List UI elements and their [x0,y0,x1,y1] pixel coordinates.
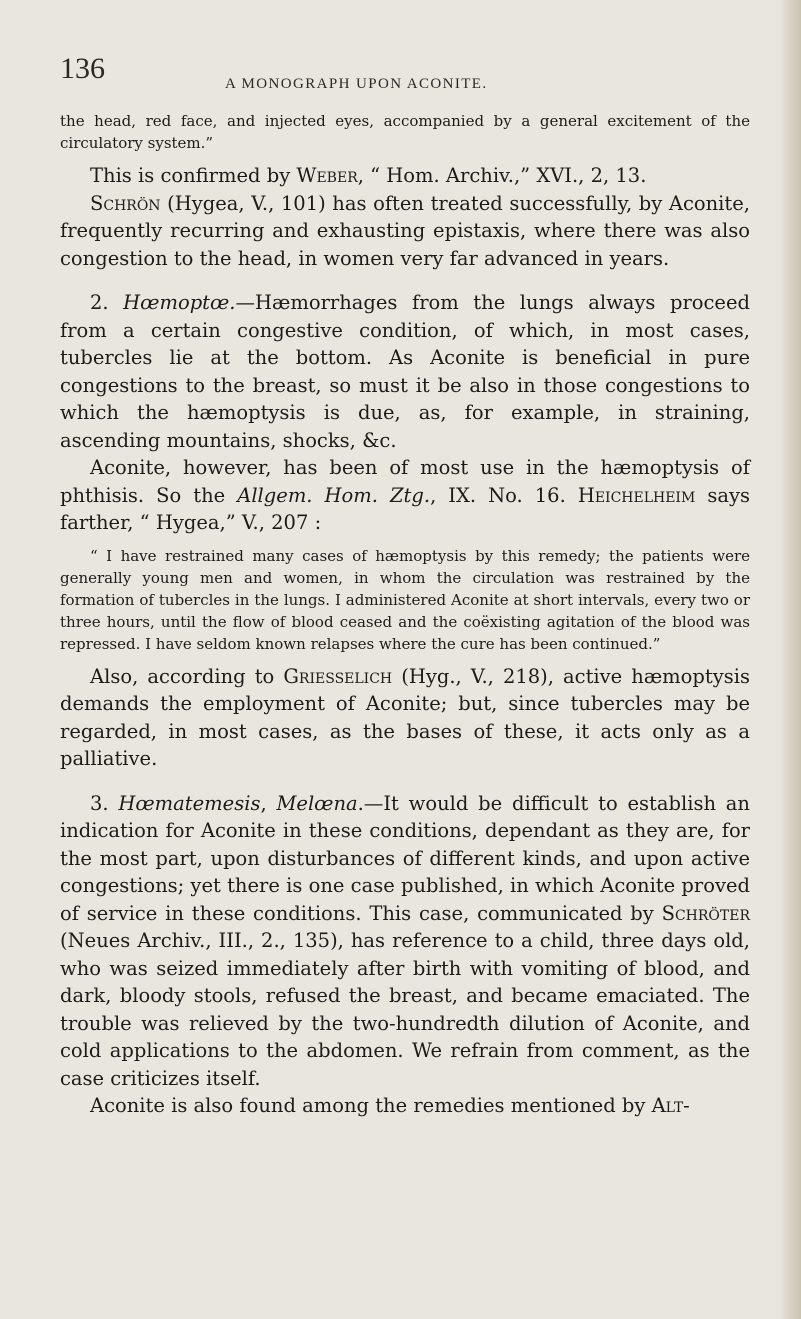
author-schroter: Schröter [661,901,750,925]
page-header [60,52,750,92]
author-schron: Schrön [90,191,161,215]
block-quote: “ I have restrained many cases of hæmoptysis by this remedy; the patients were generally young men and women, in whom the circulation was restrained by the formation of tubercles in the lungs. I administered Aconite at short intervals, every two or three hours, until the flow of blood ceased and the coëxisting agitation of the blood was repressed. I have seldom known relapses where the cure has been continued.” [60,546,750,653]
paragraph-continuation: the head, red face, and injected eyes, accompanied by a general excitement of the circulatory system.” [60,112,750,152]
journal-allgem: Allgem. Hom. Ztg. [237,483,431,507]
paragraph-schron: Schrön (Hygea, V., 101) has often treated successfully, by Aconite, frequently recurring and exhausting epistaxis, where there was also congestion to the head, in women very far advanced in years. [60,191,750,270]
paragraph-phthisis: Aconite, however, has been of most use in the hæmoptysis of phthisis. So the Allgem. Hom. Ztg., IX. No. 16. Heichelheim says farther, “ Hygea,” V., 207 : [60,456,750,534]
page-edge-shadow [779,0,801,1319]
paragraph-haemoptoe: 2. Hœmoptœ.—Hæmorrhages from the lungs always proceed from a certain congestive condition, of which, in most cases, tubercles lie at the bottom. As Aconite is beneficial in pure congestions to the breast, so must it be also in those congestions to which the hæmoptysis is due, as, for example, in straining, ascending mountains, shocks, &c. [60,291,750,452]
paragraph-haematemesis: 3. Hœmatemesis, Melœna.—It would be difficult to establish an indication for Aconite in these conditions, dependant as they are, for the most part, upon disturbances of different kinds, and upon active congestions; yet there is one case published, in which Aconite proved of service in these conditions. This case, communicated by Schröter (Neues Archiv., III., 2., 135), has reference to a child, three days old, who was seized immediately after birth with vomiting of blood, and dark, bloody stools, refused the breast, and became emaciated. The trouble was relieved by the two-hundredth dilution of Aconite, and cold applications to the abdomen. We refrain from comment, as the case criticizes itself. [60,791,750,1090]
author-griesselich: Griesselich [283,664,393,688]
heading-haemoptoe: Hœmoptœ. [123,291,236,314]
body-text [60,110,750,1120]
heading-haematemesis: Hœmatemesis [118,791,261,815]
page-number: 136 [60,52,105,85]
author-weber: Weber [296,164,358,187]
author-alt: Alt- [651,1094,690,1117]
heading-melaena: Melœna [276,791,358,815]
paragraph-weber: This is confirmed by Weber, “ Hom. Archiv.,” XVI., 2, 13. [90,164,647,187]
paragraph-griesselich: Also, according to Griesselich (Hyg., V., 218), active hæmoptysis demands the employment of Aconite; but, since tubercles may be regarded, in most cases, as the bases of these, it acts only as a palliative. [60,664,750,770]
running-title: A MONOGRAPH UPON ACONITE. [225,76,488,92]
author-heichelheim: Heichelheim [577,483,696,507]
paragraph-final: Aconite is also found among the remedies mentioned by Alt- [90,1094,690,1117]
